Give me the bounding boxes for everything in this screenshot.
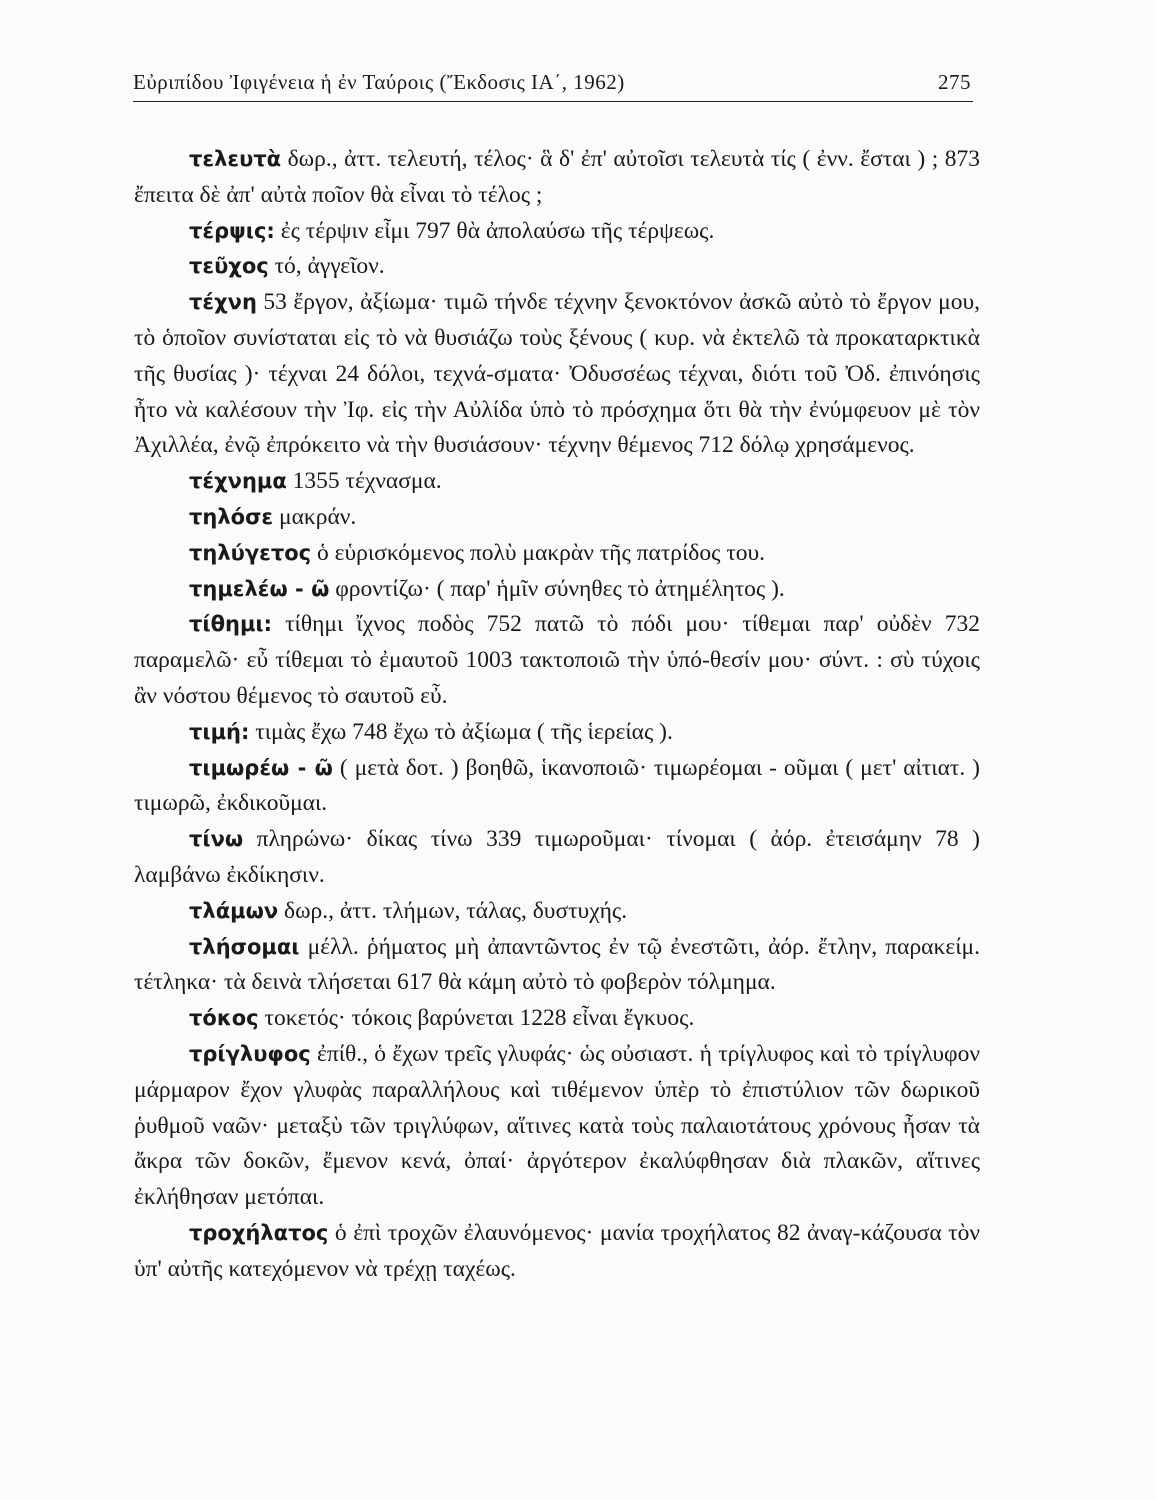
glossary-entry (134, 214, 980, 250)
entry-definition: δωρ., ἀττ. τελευτή, τέλος· ἃ δ' ἐπ' αὐτοῖσι τελευτὰ τίς ( ἐνν. ἔσται ) ; 873 ἔπειτα δὲ ἀπ' αὐτὰ ποῖον θὰ εἶναι τὸ τέλος ; (134, 146, 980, 208)
entry-headword: τροχήλατος (189, 1220, 329, 1245)
entry-definition: τιμὰς ἔχω 748 ἔχω τὸ ἀξίωμα ( τῆς ἱερείας ). (249, 718, 673, 745)
entry-headword: τλάμων (189, 898, 279, 923)
entry-headword: τιμή: (189, 719, 250, 744)
entry-headword: τέχνημα (189, 469, 287, 494)
glossary-entry (134, 536, 980, 572)
entry-definition: μακράν. (273, 503, 357, 530)
glossary-entry (134, 607, 980, 714)
entry-definition: δωρ., ἀττ. τλήμων, τάλας, δυστυχής. (278, 897, 628, 924)
entry-definition: τοκετός· τόκοις βαρύνεται 1228 εἶναι ἔγκυος. (258, 1005, 695, 1032)
glossary-entry (134, 249, 980, 285)
glossary-entry (134, 1001, 980, 1037)
entry-definition: φροντίζω· ( παρ' ἡμῖν σύνηθες τὸ ἀτημέλητος ). (329, 575, 785, 602)
entry-headword: τλήσομαι (189, 934, 300, 959)
entry-headword: τρίγλυφος (189, 1041, 311, 1066)
page-number: 275 (938, 70, 971, 94)
entry-definition: τό, ἀγγεῖον. (268, 253, 385, 280)
entry-definition: 53 ἔργον, ἀξίωμα· τιμῶ τήνδε τέχνην ξενοκτόνον ἀσκῶ αὐτὸ τὸ ἔργον μου, τὸ ὁποῖον συνίσταται εἰς τὸ νὰ θυσιάζω τοὺς ξένους ( κυρ. νὰ ἐκτελῶ τὰ προκαταρκτικὰ τῆς θυσίας )· τέχναι 24 δόλοι, τεχνά-σματα· Ὀδυσσέως τέχναι, διότι τοῦ Ὀδ. ἐπινόησις ἦτο νὰ καλέσουν τὴν Ἰφ. εἰς τὴν Αὐλίδα ὑπὸ τὸ πρόσχημα ὅτι θὰ τὴν ἐνύμφευον μὲ τὸν Ἀχιλλέα, ἐνῷ ἐπρόκειτο νὰ τὴν θυσιάσουν· τέχνην θέμενος 712 δόλῳ χρησάμενος. (134, 289, 980, 459)
glossary-entry (134, 822, 980, 894)
glossary-entry (134, 751, 980, 823)
glossary-entry (134, 142, 980, 214)
entry-headword: τέρψις: (189, 218, 275, 243)
entry-definition: τίθημι ἴχνος ποδὸς 752 πατῶ τὸ πόδι μου· τίθεμαι παρ' οὐδὲν 732 παραμελῶ· εὖ τίθεμαι τὸ ἐμαυτοῦ 1003 τακτοποιῶ τὴν ὑπό-θεσίν μου· σύντ. : σὺ τύχοις ἂν νόστου θέμενος τὸ σαυτοῦ εὖ. (134, 611, 980, 709)
glossary-entry (134, 894, 980, 930)
entry-headword: τίθημι: (189, 612, 272, 637)
glossary-entry (134, 930, 980, 1002)
glossary-entry (134, 285, 980, 464)
header-rule (133, 101, 973, 102)
entry-definition: ἐς τέρψιν εἶμι 797 θὰ ἀπολαύσω τῆς τέρψεως. (274, 217, 715, 244)
entry-headword: τόκος (189, 1006, 259, 1031)
glossary-entry (134, 572, 980, 608)
entry-definition: ( μετὰ δοτ. ) βοηθῶ, ἱκανοποιῶ· τιμωρέομαι - οῦμαι ( μετ' αἰτιατ. ) τιμωρῶ, ἐκδικοῦμαι. (134, 754, 980, 817)
header-title: Εὐριπίδου Ἰφιγένεια ἡ ἐν Ταύροις (Ἔκδοσις ΙΑ΄, 1962) (133, 70, 625, 94)
entry-headword: τιμωρέω - ῶ (189, 755, 333, 780)
glossary-entry (134, 1037, 980, 1216)
entry-headword: τηλόσε (189, 504, 274, 529)
entry-definition: πληρώνω· δίκας τίνω 339 τιμωροῦμαι· τίνομαι ( ἀόρ. ἐτεισάμην 78 ) λαμβάνω ἐκδίκησιν. (134, 826, 980, 888)
entry-definition: ὁ εὑρισκόμενος πολὺ μακρὰν τῆς πατρίδος του. (311, 539, 766, 566)
glossary-entry (134, 500, 980, 536)
entry-headword: τημελέω - ῶ (189, 576, 330, 601)
entry-headword: τίνω (189, 827, 244, 852)
entry-headword: τηλύγετος (189, 540, 312, 565)
entry-definition: μέλλ. ῥήματος μὴ ἀπαντῶντος ἐν τῷ ἐνεστῶτι, ἀόρ. ἔτλην, παρακείμ. τέτληκα· τὰ δεινὰ τλήσεται 617 θὰ κάμη αὐτὸ τὸ φοβερὸν τόλμημα. (134, 933, 980, 996)
entry-headword: τέχνη (189, 290, 257, 315)
entry-definition: ὁ ἐπὶ τροχῶν ἐλαυνόμενος· μανία τροχήλατος 82 ἀναγ-κάζουσα τὸν ὑπ' αὐτῆς κατεχόμενον νὰ τρέχῃ ταχέως. (134, 1219, 980, 1282)
entry-headword: τεῦχος (189, 254, 269, 279)
entry-headword: τελευτὰ (189, 147, 282, 171)
entry-definition: ἐπίθ., ὁ ἔχων τρεῖς γλυφάς· ὡς οὐσιαστ. ἡ τρίγλυφος καὶ τὸ τρίγλυφον μάρμαρον ἔχον γλυφὰς παραλλήλους καὶ τιθέμενον ὑπὲρ τὸ ἐπιστύλιον τῶν δωρικοῦ ῥυθμοῦ ναῶν· μεταξὺ τῶν τριγλύφων, αἵτινες κατὰ τοὺς παλαιοτάτους χρόνους ἦσαν τὰ ἄκρα τῶν δοκῶν, ἔμενον κενά, ὀπαί· ἀργότερον ἐκαλύφθησαν διὰ πλακῶν, αἵτινες ἐκλήθησαν μετόπαι. (134, 1040, 980, 1211)
glossary-entry (134, 464, 980, 500)
glossary-entries (134, 142, 980, 1288)
glossary-entry (134, 1216, 980, 1288)
entry-definition: 1355 τέχνασμα. (286, 468, 442, 495)
glossary-entry (134, 715, 980, 751)
running-header (133, 64, 971, 100)
